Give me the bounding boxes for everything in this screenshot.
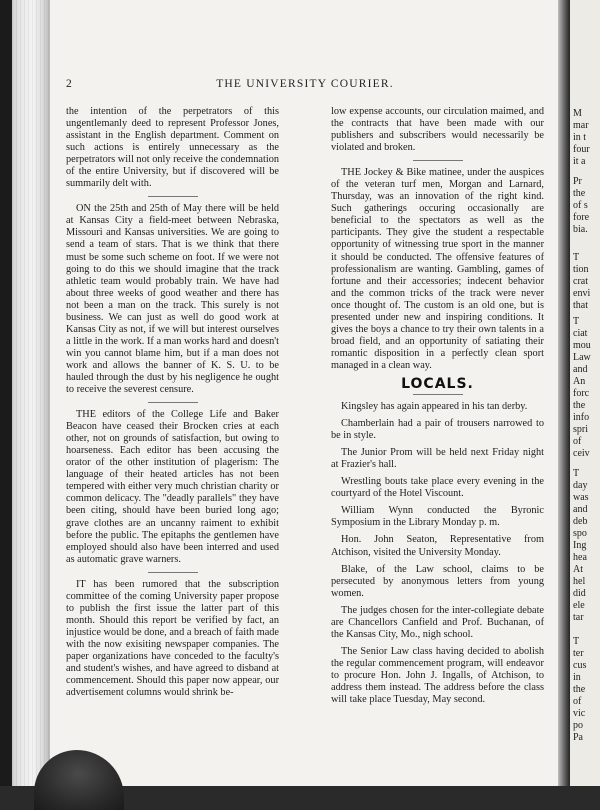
facing-page-fragment: hea [573,552,587,563]
local-item: The judges chosen for the inter-collegiate debate are Chancellors Canfield and Prof. Buchanan, of the Kansas City, Mo., nigh school. [331,604,544,640]
facing-page-fragment: tar [573,612,584,623]
local-item: Hon. John Seaton, Representative from Atchison, visited the University Monday. [331,534,544,558]
local-item: Chamberlain had a pair of trousers narrowed to be in style. [331,418,544,442]
book-gutter [558,0,570,786]
book-binding [0,0,12,786]
facing-page-fragment: ciat [573,328,588,339]
page-stack-edge [12,0,50,786]
right-column [331,106,544,711]
facing-page-edge [570,0,600,786]
publication-title: THE UNIVERSITY COURIER. [216,78,394,90]
left-column [66,106,279,705]
article-separator [413,160,463,161]
facing-page-fragment: po [573,720,583,731]
local-item: Blake, of the Law school, claims to be persecuted by anonymous letters from young women. [331,563,544,599]
facing-page-fragment: it a [573,156,586,167]
facing-page-fragment: info [573,412,590,423]
facing-page-fragment: Pa [573,732,583,743]
facing-page-fragment: T [573,636,580,647]
facing-page-fragment: bia. [573,224,588,235]
facing-page-fragment: spo [573,528,587,539]
facing-page-fragment: ele [573,600,585,611]
facing-page-fragment: An [573,376,586,387]
facing-page-fragment: the [573,188,586,199]
article-paragraph: IT has been rumored that the subscription committee of the coming University paper propose to publish the first issue the latter part of this month. Should this report be verified by fact, an injustice would be done, and a breach of faith made with the now exisiting newspaper companies. The paper organizations have conceded to the faculty's and student's wishes, and have agreed to disband at commencement. Should this paper now appear, our advertisement columns would shrink be- [66,578,279,699]
article-paragraph: the intention of the perpetrators of this ungentlemanly deed to represent Professor Jones, assistant in the English department. Comment on such actions is entirely unnecessary as the perpetrators will not only receive the condemnation of the entire University, but if discovered will be summarily delt with. [66,106,279,190]
facing-page-fragment: M [573,108,582,119]
article-paragraph: THE editors of the College Life and Baker Beacon have ceased their Brocken cries at each other, not on grounds of satisfaction, but owing to hoarseness. Each editor has been accusing the orator of the other institution of plagerism: The language of their heated articles has not been tempered with either very much christian charity or common delicacy. The "deadly parallels" they have been citing, should have been buried long ago; grave clothes are an uncanny raiment to exhibit before the public. The epitaphs the gentlemen have employed should also have been interred and used as automatic grave warners. [66,409,279,565]
facing-page-fragment: Ing [573,540,587,551]
locals-heading: LOCALS. [401,375,474,392]
page-header [66,78,544,94]
facing-page-fragment: T [573,468,580,479]
local-item: Kingsley has again appeared in his tan derby. [341,401,528,413]
facing-page-fragment: cus [573,660,587,671]
article-separator [148,196,198,197]
local-item: William Wynn conducted the Byronic Symposium in the Library Monday p. m. [331,505,544,529]
facing-page-fragment: was [573,492,589,503]
facing-page-fragment: four [573,144,590,155]
local-item: The Senior Law class having decided to abolish the regular commencement program, will endeavor to procure Hon. John J. Ingalls, of Atchison, to address them instead. The address before the class will take place Tuesday, May second. [331,645,544,706]
local-item: Wrestling bouts take place every evening in the courtyard of the Hotel Viscount. [331,476,544,500]
facing-page-fragment: mar [573,120,589,131]
facing-page-fragment: ceiv [573,448,590,459]
local-item: The Junior Prom will be held next Friday night at Frazier's hall. [331,447,544,471]
facing-page-fragment: and [573,364,588,375]
facing-page-fragment: fore [573,212,590,223]
facing-page-fragment: that [573,300,588,311]
facing-page-fragment: forc [573,388,590,399]
page-number: 2 [66,78,72,90]
facing-page-fragment: spri [573,424,588,435]
article-paragraph: ON the 25th and 25th of May there will be held at Kansas City a field-meet between Nebraska, Missouri and Kansas universities. We are going to send a team of stars. That is we think that there must be some such scheme on foot. If we were not going to do this we should imagine that the track athletic team would probably train. We have had about three weeks of good weather and there has not been a man on the track. This surely is not business. We can just as well do good work at Kansas City as not, if we will but interest ourselves a little in the work. If a man works hard and doesn't win you cannot blame him, but if a man does not work and allows the banner of K. S. U. to be hauled through the dust by his negligence he ought to receive the severest censure. [66,203,279,396]
facing-page-fragment: T [573,252,580,263]
facing-page-fragment: in t [573,132,587,143]
facing-page-fragment: hel [573,576,586,587]
facing-page-fragment: ter [573,648,584,659]
article-paragraph: low expense accounts, our circulation maimed, and the contracts that have been made with our publishers and subscribers would necessarily be violated and broken. [331,106,544,154]
facing-page-fragment: vic [573,708,586,719]
facing-page-fragment: envi [573,288,591,299]
facing-page-fragment: the [573,400,586,411]
section-separator [413,394,463,395]
facing-page-fragment: the [573,684,586,695]
article-separator [148,402,198,403]
facing-page-fragment: of s [573,200,588,211]
article-separator [148,572,198,573]
facing-page-fragment: At [573,564,583,575]
article-paragraph: THE Jockey & Bike matinee, under the auspices of the veteran turf men, Morgan and Larnard, Thursday, was an innovation of the right kind. Such gatherings occuring occasionally are beneficial to the spectators as well as the participants. They give the student a respectable opportunity of witnessing true sport in the manner it should be conducted. The offensive features of professionalism are wanting. Gambling, games of fortune and their accessories; indecent behavior and the common tricks of the track were never once thought of. The custom is an old one, but is presented under new and inspiring conditions. It gives the boys a chance to try their own talents in a broad field, and an opportunity of satiating their romantic disposition in a perfectly clean sport managed in a clean way. [331,167,544,371]
facing-page-fragment: in [573,672,581,683]
facing-page-fragment: and [573,504,588,515]
facing-page-fragment: day [573,480,588,491]
facing-page-fragment: deb [573,516,588,527]
facing-page-fragment: mou [573,340,591,351]
facing-page-fragment: of [573,436,582,447]
facing-page-fragment: Pr [573,176,582,187]
facing-page-fragment: tion [573,264,589,275]
facing-page-fragment: of [573,696,582,707]
facing-page-fragment: did [573,588,586,599]
facing-page-fragment: Law [573,352,591,363]
facing-page-fragment: T [573,316,580,327]
facing-page-fragment: crat [573,276,588,287]
